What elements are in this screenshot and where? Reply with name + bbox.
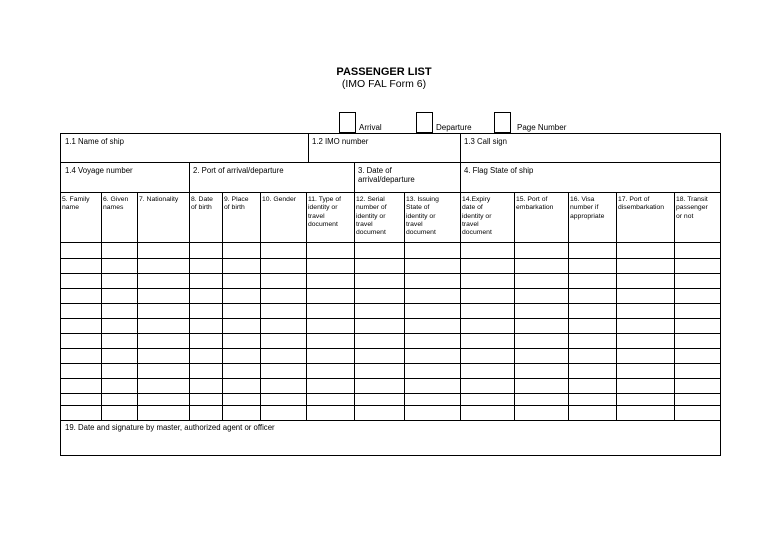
table-row-divider <box>60 405 720 406</box>
column-header-line: 16. Visa <box>570 196 595 203</box>
table-row-divider <box>60 378 720 379</box>
table-column-divider <box>514 192 515 420</box>
arrival-checkbox[interactable] <box>339 112 356 133</box>
column-header <box>406 196 459 237</box>
table-row-divider <box>60 333 720 334</box>
table-row-divider <box>60 273 720 274</box>
column-header-line: appropriate <box>570 212 605 220</box>
column-header-line: disembarkation <box>618 204 665 212</box>
column-header-line: 5. Family <box>62 196 90 203</box>
arrival-label: Arrival <box>359 123 382 132</box>
table-column-divider <box>260 192 261 420</box>
table-column-divider <box>404 192 405 420</box>
column-header-line: name <box>62 204 80 212</box>
name-of-ship-label: 1.1 Name of ship <box>65 137 124 146</box>
column-header <box>62 196 100 213</box>
column-header <box>224 196 259 213</box>
column-header-line: State of <box>406 204 430 212</box>
column-header-line: identity or <box>308 204 338 212</box>
column-header <box>139 196 188 204</box>
column-header <box>516 196 567 213</box>
column-header-line: names <box>103 204 124 212</box>
column-header-line: of birth <box>191 204 212 212</box>
column-header-line: date of <box>462 204 483 212</box>
column-header-line: 17. Port of <box>618 196 650 203</box>
column-header-line: number of <box>356 204 387 212</box>
column-header-line: passenger <box>676 204 708 212</box>
table-row-divider <box>60 348 720 349</box>
date-label-line1: 3. Date of <box>358 166 392 175</box>
signature-label: 19. Date and signature by master, authorized agent or officer <box>65 423 275 432</box>
table-row-divider <box>60 318 720 319</box>
column-header <box>308 196 353 229</box>
column-header <box>462 196 513 237</box>
column-header-line: document <box>356 229 386 237</box>
column-header-line: 7. Nationality <box>139 196 179 203</box>
column-header-line: document <box>308 220 338 228</box>
column-header-line: 15. Port of <box>516 196 548 203</box>
column-header <box>262 196 305 204</box>
imo-number-label: 1.2 IMO number <box>312 137 369 146</box>
flag-state-label: 4. Flag State of ship <box>464 166 534 175</box>
column-header-line: document <box>406 229 436 237</box>
table-column-divider <box>189 192 190 420</box>
column-header-line: identity or <box>406 212 436 220</box>
table-column-divider <box>616 192 617 420</box>
table-column-divider <box>568 192 569 420</box>
column-header-line: travel <box>356 220 373 228</box>
column-header-line: identity or <box>462 212 492 220</box>
table-column-divider <box>674 192 675 420</box>
table-column-divider <box>222 192 223 420</box>
column-header-line: 18. Transit <box>676 196 708 203</box>
table-column-divider <box>137 192 138 420</box>
call-sign-label: 1.3 Call sign <box>464 137 507 146</box>
column-header-line: 10. Gender <box>262 196 297 203</box>
column-header <box>676 196 719 221</box>
column-header-line: of birth <box>224 204 245 212</box>
departure-label: Departure <box>436 123 472 132</box>
table-row-divider <box>60 363 720 364</box>
column-header-line: 9. Place <box>224 196 249 203</box>
table-row-divider <box>60 258 720 259</box>
voyage-number-label: 1.4 Voyage number <box>65 166 133 175</box>
table-row-divider <box>60 303 720 304</box>
form-subtitle: (IMO FAL Form 6) <box>341 78 427 90</box>
column-header-line: travel <box>406 220 423 228</box>
column-header-line: identity or <box>356 212 386 220</box>
table-column-divider <box>460 192 461 420</box>
column-header-line: 6. Given <box>103 196 129 203</box>
table-row-divider <box>60 420 720 421</box>
column-header-line: or not <box>676 212 694 220</box>
column-header <box>570 196 615 221</box>
table-row-divider <box>60 242 720 243</box>
column-header-line: 14.Expiry <box>462 196 491 203</box>
column-header <box>356 196 403 237</box>
table-column-divider <box>354 192 355 420</box>
column-header-line: travel <box>462 220 479 228</box>
column-header <box>191 196 221 213</box>
column-header-line: 8. Date <box>191 196 213 203</box>
column-header-line: travel <box>308 212 325 220</box>
form-title: PASSENGER LIST <box>336 66 432 78</box>
page-number-box[interactable] <box>494 112 511 133</box>
table-row-divider <box>60 288 720 289</box>
column-header-line: 13. Issuing <box>406 196 439 203</box>
column-header-line: document <box>462 229 492 237</box>
date-label-line2: arrival/departure <box>358 175 415 184</box>
departure-checkbox[interactable] <box>416 112 433 133</box>
column-header-line: 12. Serial <box>356 196 385 203</box>
table-column-divider <box>101 192 102 420</box>
column-header <box>103 196 136 213</box>
table-column-divider <box>306 192 307 420</box>
column-header-line: 11. Type of <box>308 196 342 203</box>
page-number-label: Page Number <box>517 123 567 132</box>
column-header-line: embarkation <box>516 204 554 212</box>
column-header <box>618 196 673 213</box>
date-label <box>358 166 415 184</box>
port-label: 2. Port of arrival/departure <box>193 166 284 175</box>
column-header-line: number if <box>570 204 599 212</box>
table-row-divider <box>60 393 720 394</box>
